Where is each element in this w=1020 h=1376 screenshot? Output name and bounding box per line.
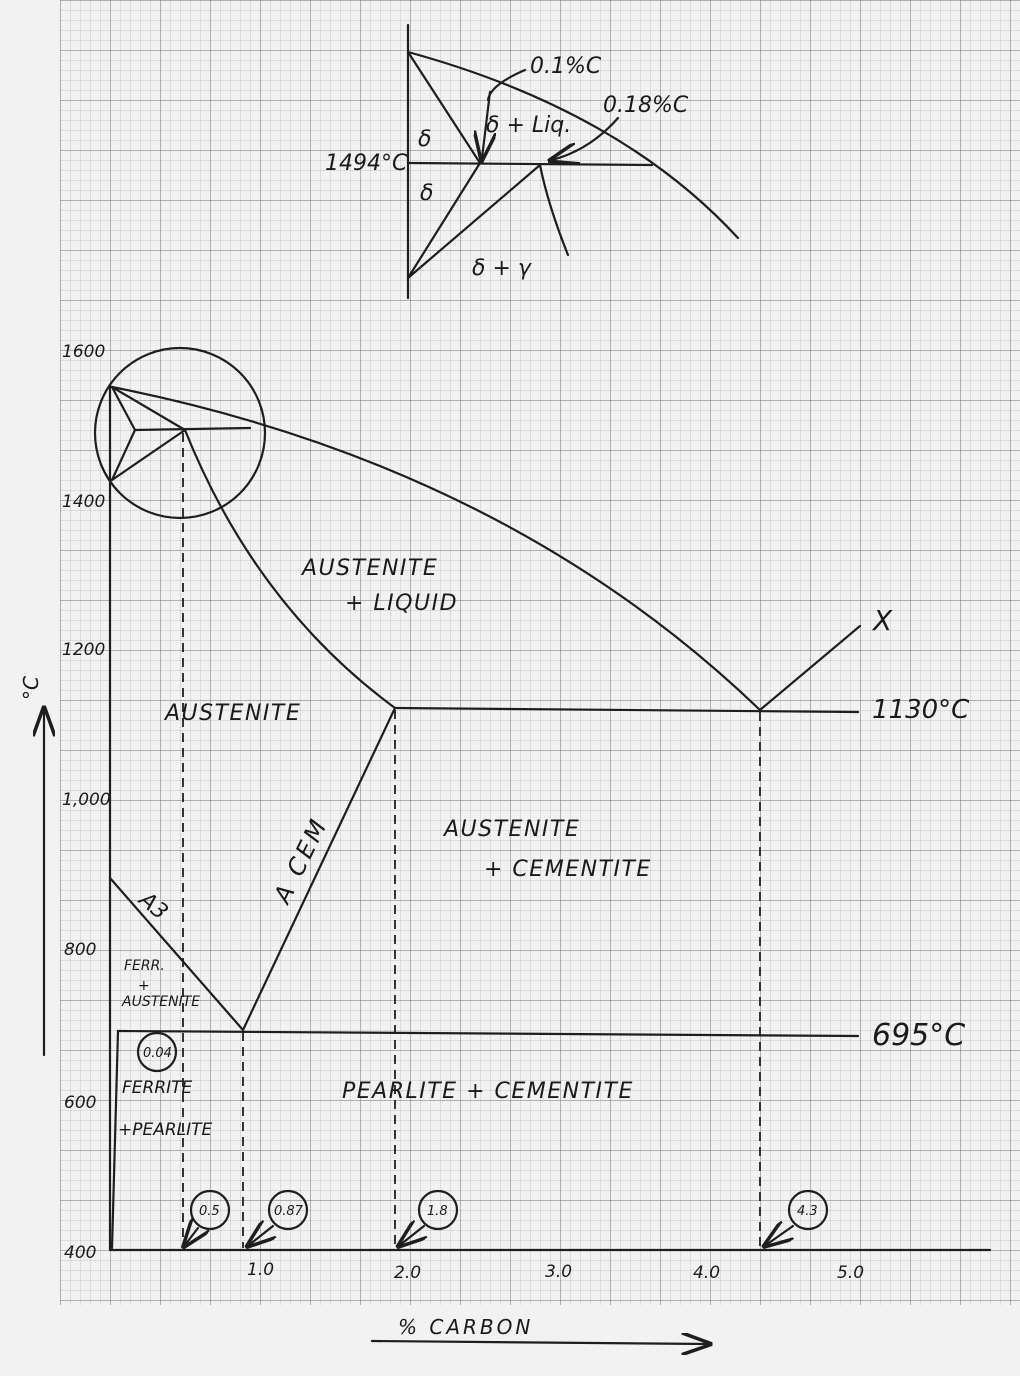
y-tick-1000: 1,000 (62, 790, 111, 810)
x-axis-label: % CARBON (398, 1315, 534, 1339)
x-axis-arrow (372, 1341, 708, 1344)
x-tick-4: 4.0 (693, 1263, 721, 1283)
eutectic-temp-label: 1130°C (872, 695, 970, 725)
inset-pct-a: 0.1%C (530, 54, 602, 79)
y-tick-1200: 1200 (62, 640, 106, 660)
inset-delta-top: δ (418, 127, 432, 152)
x-mark-label: X (873, 604, 893, 637)
inset-delta-bottom: δ (420, 181, 434, 206)
region-austenite-liquid-l2: + LIQUID (345, 591, 459, 616)
x-tick-3: 3.0 (545, 1262, 573, 1282)
eutectoid-temp-label: 695°C (872, 1018, 966, 1053)
region-ferr-aust-l3: AUSTENITE (122, 994, 201, 1010)
inset-delta-liquid: δ + Liq. (486, 113, 572, 138)
y-tick-800: 800 (64, 940, 97, 960)
svg-text:4.3: 4.3 (797, 1204, 818, 1219)
svg-text:1.8: 1.8 (427, 1204, 448, 1219)
y-axis-label: °C (19, 676, 43, 700)
y-tick-1400: 1400 (62, 492, 106, 512)
inset-pct-b: 0.18%C (603, 93, 689, 118)
region-austenite: AUSTENITE (165, 701, 302, 726)
inset-delta-gamma: δ + γ (472, 256, 531, 281)
svg-text:0.5: 0.5 (199, 1204, 220, 1219)
acm-label: A CEM (268, 812, 334, 908)
graph-paper-coarse (60, 0, 1020, 1305)
region-austenite-liquid-l1: AUSTENITE (302, 556, 439, 581)
a3-label: A3 (134, 887, 173, 926)
region-austenite-cementite-l1: AUSTENITE (444, 817, 581, 842)
region-ferr-aust-l1: FERR. (124, 958, 165, 974)
x-tick-5: 5.0 (837, 1263, 865, 1283)
y-tick-600: 600 (64, 1093, 97, 1113)
x-tick-1: 1.0 (247, 1260, 275, 1280)
inset-temp: 1494°C (325, 151, 408, 176)
x-tick-2: 2.0 (394, 1263, 422, 1283)
svg-text:0.87: 0.87 (274, 1204, 303, 1219)
region-ferr-aust-l2: + (138, 978, 150, 994)
svg-text:0.04: 0.04 (143, 1046, 172, 1061)
region-austenite-cementite-l2: + CEMENTITE (484, 857, 652, 882)
region-pearlite-cementite: PEARLITE + CEMENTITE (342, 1079, 634, 1104)
y-tick-1600: 1600 (62, 342, 106, 362)
region-ferrite-pearlite-l1: FERRITE (122, 1078, 193, 1098)
y-tick-400: 400 (64, 1243, 97, 1263)
region-ferrite-pearlite-l2: +PEARLITE (118, 1120, 213, 1140)
